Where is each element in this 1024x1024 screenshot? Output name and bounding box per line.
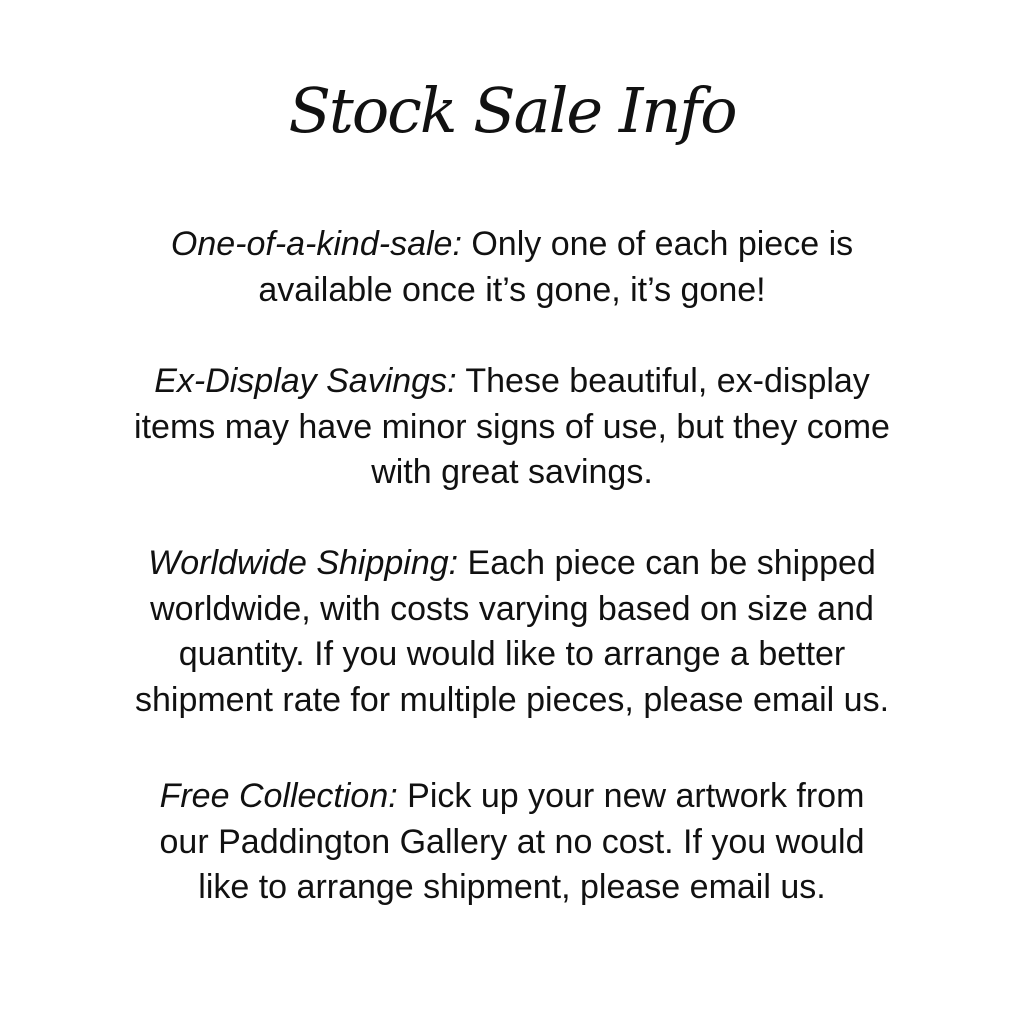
page-title: Stock Sale Info bbox=[288, 74, 736, 147]
section-text-line: Pick up your new artwork from bbox=[397, 777, 865, 815]
section-text-line: Each piece can be shipped bbox=[458, 544, 876, 582]
section-label: Ex-Display Savings: bbox=[154, 362, 457, 400]
section-label: One-of-a-kind-sale: bbox=[170, 225, 462, 263]
section-free-collection bbox=[0, 774, 1024, 911]
section-worldwide-shipping bbox=[0, 541, 1024, 723]
section-ex-display-savings bbox=[0, 359, 1024, 496]
section-text-line: worldwide, with costs varying based on size and bbox=[150, 589, 874, 628]
section-text-line: Only one of each piece is bbox=[461, 225, 854, 263]
section-one-of-a-kind-sale bbox=[0, 222, 1024, 313]
section-text-line: shipment rate for multiple pieces, please email us. bbox=[134, 680, 890, 719]
section-text-line: available once it’s gone, it’s gone! bbox=[258, 270, 766, 309]
section-text-line: items may have minor signs of use, but they come bbox=[134, 407, 890, 446]
section-text-line: quantity. If you would like to arrange a better bbox=[178, 635, 846, 673]
section-text-line: our Paddington Gallery at no cost. If you would bbox=[159, 822, 865, 861]
section-label: Free Collection: bbox=[159, 777, 398, 815]
section-text-line: These beautiful, ex-display bbox=[456, 362, 870, 400]
section-text-line: like to arrange shipment, please email us. bbox=[198, 868, 826, 906]
section-text-line: with great savings. bbox=[371, 453, 653, 491]
section-label: Worldwide Shipping: bbox=[148, 544, 459, 582]
